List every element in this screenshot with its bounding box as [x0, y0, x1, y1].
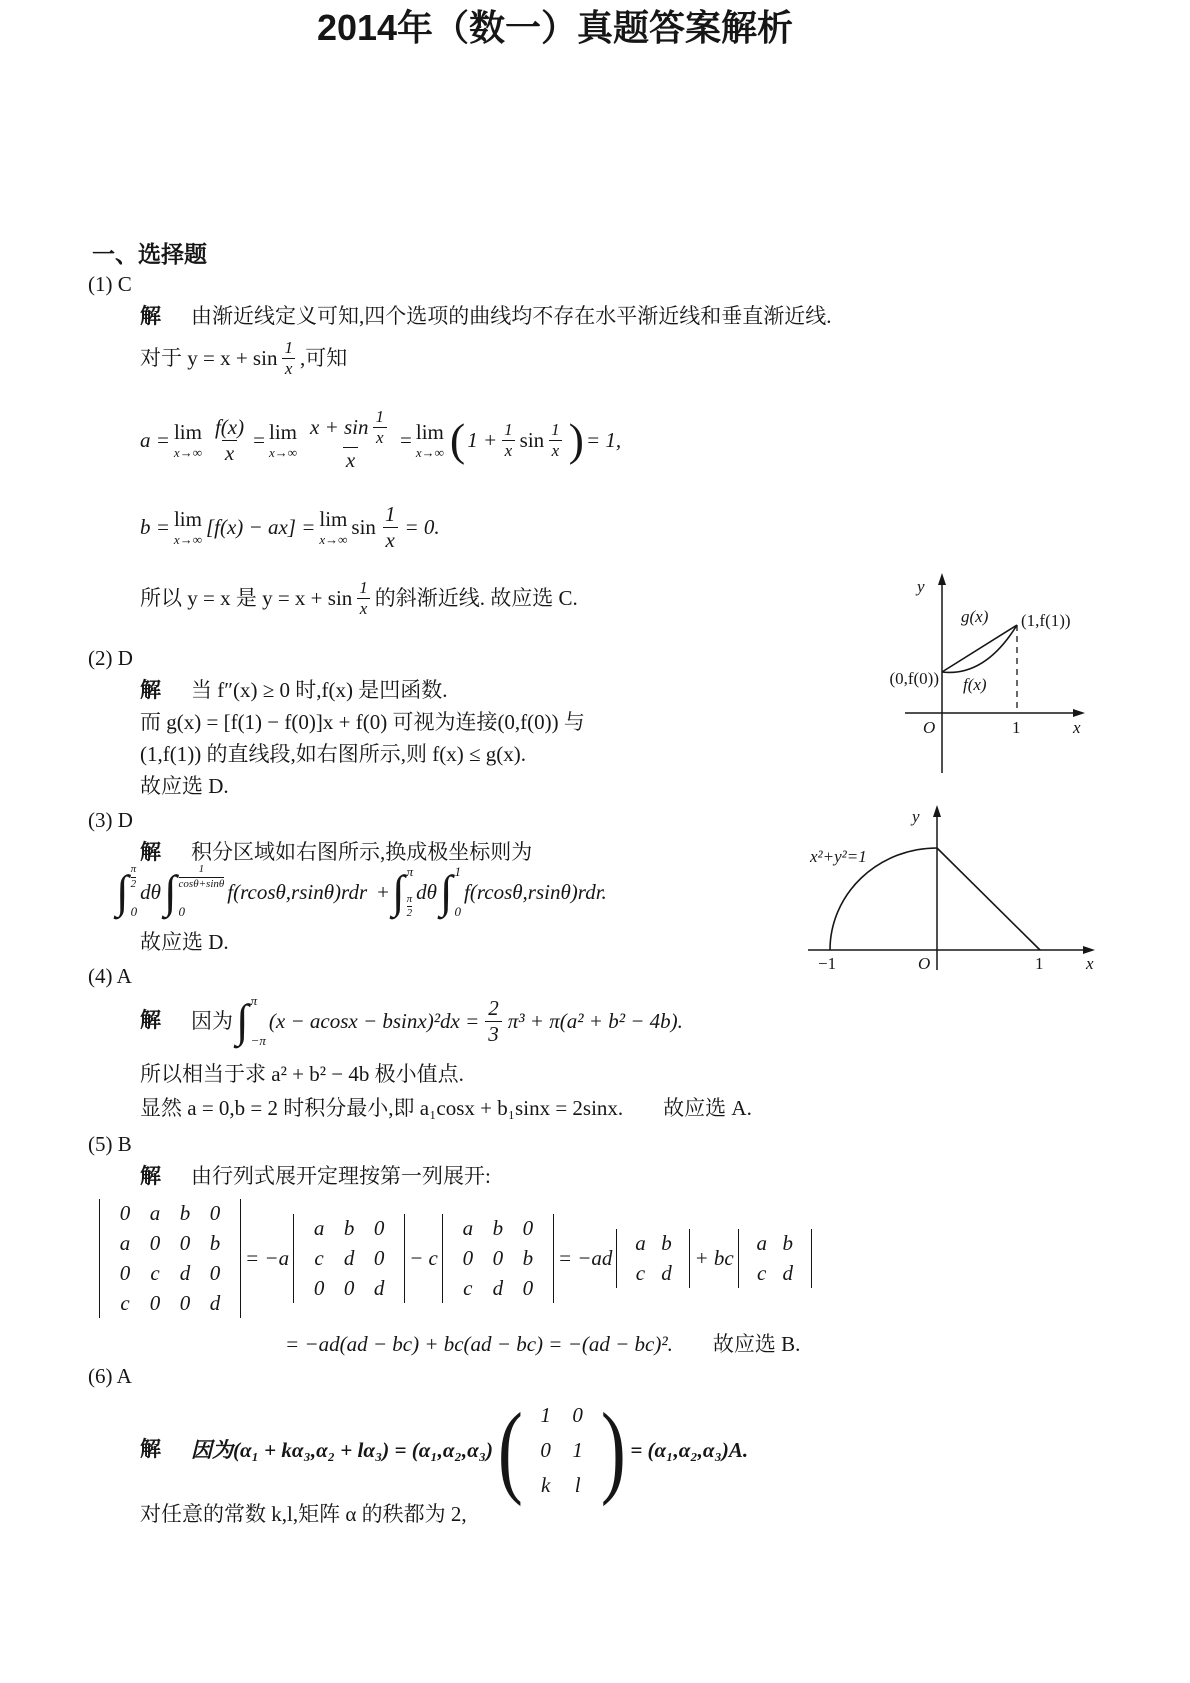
det-cell: b [343, 1215, 355, 1240]
fraction-1-over-x: $\frac{1}{x}$ [373, 407, 388, 447]
q5-result-line: = −ad(ad − bc) + bc(ad − bc) = −(ad − bc)². 故应选 B. [285, 1332, 801, 1356]
fraction-1-over-x: $\frac{1}{x}$ [356, 578, 371, 618]
x-tick-1: 1 [1035, 954, 1044, 973]
determinant-2x2-a [616, 1229, 690, 1288]
right-paren: ) [568, 414, 584, 465]
matrix-cell: 1 [540, 1402, 551, 1427]
left-paren-big: ( [497, 1392, 523, 1507]
figure1-svg [845, 570, 1095, 775]
jie-label: 解 [140, 679, 161, 702]
det-cell: 0 [119, 1200, 131, 1225]
det-cell: a [313, 1215, 325, 1240]
fa-one-plus: 1 + [467, 427, 498, 452]
det-cell: a [635, 1230, 646, 1255]
det-cell: d [343, 1245, 355, 1270]
q3-label: (3) D [88, 808, 133, 832]
det-cell: 0 [209, 1200, 221, 1225]
right-paren-big: ) [600, 1392, 626, 1507]
q2-label: (2) D [88, 646, 133, 670]
fa-end: = 1, [586, 427, 622, 452]
x-axis-arrow [1083, 946, 1095, 954]
det-cell: d [492, 1275, 504, 1300]
fraction-1-over-x: $\frac{1}{x}$ [548, 420, 563, 460]
point-1-f1-label: (1,f(1)) [1021, 611, 1071, 630]
det-cell: 0 [522, 1215, 534, 1240]
q3-formula [113, 862, 607, 922]
origin-label: O [923, 718, 936, 737]
limit-block: lim x→∞ [173, 419, 202, 460]
det-cell: c [463, 1275, 473, 1300]
det-cell: c [635, 1260, 646, 1285]
q5-eq3: = −ad [557, 1245, 613, 1270]
sin-token: sin [519, 427, 545, 452]
integral-pi2-pi: ∫ π π 2 [391, 864, 414, 920]
x-tick-minus1: −1 [818, 954, 837, 973]
q5-eq4: + bc [694, 1245, 734, 1270]
det-cell: 0 [373, 1215, 385, 1240]
q6-post: = (α₁,α₂,α₃)A. [630, 1437, 749, 1462]
q1-conclusion [140, 570, 578, 626]
det-cell: 0 [209, 1260, 221, 1285]
matrix-cell: 0 [572, 1402, 583, 1427]
q3-integrand2: f(rcosθ,rsinθ)rdr. [464, 879, 607, 904]
det-cell: 0 [343, 1275, 355, 1300]
section-heading: 一、选择题 [92, 241, 207, 267]
boundary-line [937, 848, 1040, 950]
q1-line2-post: ,可知 [299, 345, 348, 370]
sin-token: sin [351, 514, 376, 539]
y-axis-label: y [917, 577, 925, 596]
matrix-cell: 0 [540, 1437, 551, 1462]
point-0-f0-label: (0,f(0)) [889, 669, 939, 688]
integral-0-1: ∫ 1 0 [439, 864, 462, 920]
determinant-3x3-a [293, 1214, 405, 1303]
det-cell: 0 [119, 1260, 131, 1285]
jie-label: 解 [140, 841, 161, 864]
det-cell: b [179, 1200, 191, 1225]
q4-text2: 所以相当于求 a² + b² − 4b 极小值点. [140, 1062, 464, 1086]
det-cell: b [782, 1230, 793, 1255]
q1-formula-a [140, 398, 621, 482]
det-cell: a [149, 1200, 161, 1225]
origin-label: O [918, 954, 931, 973]
fraction-fx-over-x: $\frac{f(x)}{x}$ [214, 415, 245, 465]
left-paren: ( [449, 414, 466, 465]
limit-block: lim x→∞ [268, 419, 298, 460]
q2-text4: 故应选 D. [140, 774, 229, 798]
equals: = [253, 427, 265, 452]
q1-line2-pre: 对于 y = x + sin [140, 345, 278, 370]
equals: = [400, 427, 412, 452]
det-cell: 0 [522, 1275, 534, 1300]
q6-formula [140, 1392, 748, 1508]
q5-determinant-row [95, 1192, 816, 1324]
det-cell: 0 [373, 1245, 385, 1270]
q5-eq2: − c [409, 1245, 438, 1270]
page-title: 2014年（数一）真题答案解析 [316, 7, 794, 48]
q1-line2 [140, 338, 347, 378]
matrix-cell: l [574, 1472, 581, 1497]
det-cell: c [150, 1260, 160, 1285]
q3-conclusion: 故应选 D. [140, 930, 229, 954]
y-axis-arrow [933, 805, 941, 817]
q4-label: (4) A [88, 964, 132, 988]
det-cell: a [756, 1230, 767, 1255]
fraction-1-over-x: $\frac{1}{x}$ [501, 420, 516, 460]
q2-solution-line1 [140, 676, 447, 705]
q1-formula-b [140, 496, 440, 558]
det-cell: b [209, 1230, 221, 1255]
q2-text1: 当 f″(x) ≥ 0 时,f(x) 是凹函数. [191, 678, 448, 702]
y-axis-label: y [912, 807, 920, 826]
q4-formula [140, 992, 683, 1050]
det-cell: 0 [313, 1275, 325, 1300]
q5-text1: 由行列式展开定理按第一列展开: [191, 1164, 491, 1188]
det-cell: 0 [492, 1245, 504, 1270]
limit-block: lim x→∞ [173, 506, 202, 547]
fraction-1-over-x: $\frac{1}{x}$ [382, 502, 399, 551]
fb-lhs: b = [140, 514, 170, 539]
det-cell: 0 [149, 1290, 161, 1315]
q4-text3: 显然 a = 0,b = 2 时积分最小,即 a₁cosx + b₁sinx = 2sinx. 故应选 A. [140, 1096, 752, 1120]
det-cell: b [661, 1230, 672, 1255]
q6-label: (6) A [88, 1364, 132, 1388]
circle-equation-label: x²+y²=1 [810, 847, 867, 866]
q5-label: (5) B [88, 1132, 132, 1156]
q4-integrand: (x − acosx − bsinx)²dx = [268, 1008, 480, 1033]
det-cell: b [492, 1215, 504, 1240]
x-axis-label: x [1073, 718, 1081, 737]
y-axis-arrow [938, 573, 946, 585]
det-cell: 0 [149, 1230, 161, 1255]
determinant-2x2-b [738, 1229, 812, 1288]
integral-0-pi2: ∫ π 2 0 [116, 863, 138, 920]
plus-token: + [377, 879, 389, 904]
q5-eq1: = −a [245, 1245, 290, 1270]
det-cell: c [757, 1260, 767, 1285]
q6-text2: 对任意的常数 k,l,矩阵 α 的秩都为 2, [140, 1502, 467, 1526]
det-cell: d [782, 1260, 793, 1285]
fb-mid: [f(x) − ax] = [205, 514, 316, 539]
q2-text2: 而 g(x) = [f(1) − f(0)]x + f(0) 可视为连接(0,f(0)) 与 [140, 710, 585, 734]
det-cell: d [373, 1275, 385, 1300]
q5-conclusion: 故应选 B. [712, 1332, 801, 1356]
integral-0-1-over-costheta-plus-sintheta: ∫ 1 cosθ+sinθ 0 [163, 863, 225, 920]
det-cell: b [522, 1245, 534, 1270]
q1-label: (1) C [88, 272, 132, 296]
det-cell: d [661, 1260, 672, 1285]
q3-integrand1: f(rcosθ,rsinθ)rdr [227, 879, 368, 904]
x-axis-arrow [1073, 709, 1085, 717]
limit-block: lim x→∞ [415, 419, 444, 460]
det-cell: d [179, 1260, 191, 1285]
jie-label: 解 [140, 1008, 161, 1032]
det-cell: c [120, 1290, 130, 1315]
det-cell: 0 [462, 1245, 474, 1270]
jie-label: 解 [140, 1165, 161, 1188]
jie-label: 解 [140, 1437, 161, 1461]
q6-pre: 因为(α₁ + kα₃,α₂ + lα₃) = (α₁,α₂,α₃) [191, 1437, 494, 1462]
q1-conclusion-pre: 所以 y = x 是 y = x + sin [140, 585, 353, 610]
fx-label: f(x) [963, 675, 987, 694]
figure2-svg [790, 800, 1110, 975]
q4-tail: π³ + π(a² + b² − 4b). [507, 1008, 683, 1033]
q4-conclusion: 故应选 A. [663, 1096, 752, 1120]
x-tick-1: 1 [1012, 718, 1021, 737]
figure-integration-region [790, 800, 1110, 980]
determinant-3x3-b [442, 1214, 554, 1303]
q2-text3: (1,f(1)) 的直线段,如右图所示,则 f(x) ≤ g(x). [140, 742, 526, 766]
figure-convex-function [845, 570, 1095, 780]
fraction-2-over-3: $\frac{2}{3}$ [485, 996, 502, 1045]
fa-lhs: a = [140, 427, 170, 452]
q3-text1: 积分区域如右图所示,换成极坐标则为 [191, 840, 533, 864]
dtheta-token: dθ [140, 879, 161, 904]
q4-pre: 因为 [191, 1008, 233, 1033]
q1-solution-line1 [140, 302, 832, 331]
det-cell: a [119, 1230, 131, 1255]
limit-block: lim x→∞ [319, 506, 348, 547]
jie-label: 解 [140, 305, 161, 328]
det-cell: 0 [179, 1290, 191, 1315]
fraction-1-over-x: $\frac{1}{x}$ [281, 338, 296, 378]
det-cell: d [209, 1290, 221, 1315]
q1-text1: 由渐近线定义可知,四个选项的曲线均不存在水平渐近线和垂直渐近线. [191, 304, 832, 328]
fb-end: = 0. [404, 514, 440, 539]
matrix-cell: 1 [572, 1437, 583, 1462]
fraction-x-plus-sin: x + sin $\frac{1}{x}$ x [307, 407, 394, 472]
integral-minuspi-pi: ∫ π −π [236, 993, 266, 1049]
determinant-4x4 [99, 1199, 241, 1318]
det-cell: a [462, 1215, 474, 1240]
gx-label: g(x) [961, 607, 989, 626]
dtheta-token: dθ [416, 879, 437, 904]
matrix-3x2 [528, 1402, 596, 1497]
matrix-cell: k [541, 1472, 551, 1497]
det-cell: c [314, 1245, 324, 1270]
q1-conclusion-post: 的斜渐近线. 故应选 C. [374, 585, 578, 610]
q5-solution-line1 [140, 1162, 491, 1191]
det-cell: 0 [179, 1230, 191, 1255]
x-axis-label: x [1086, 954, 1094, 973]
